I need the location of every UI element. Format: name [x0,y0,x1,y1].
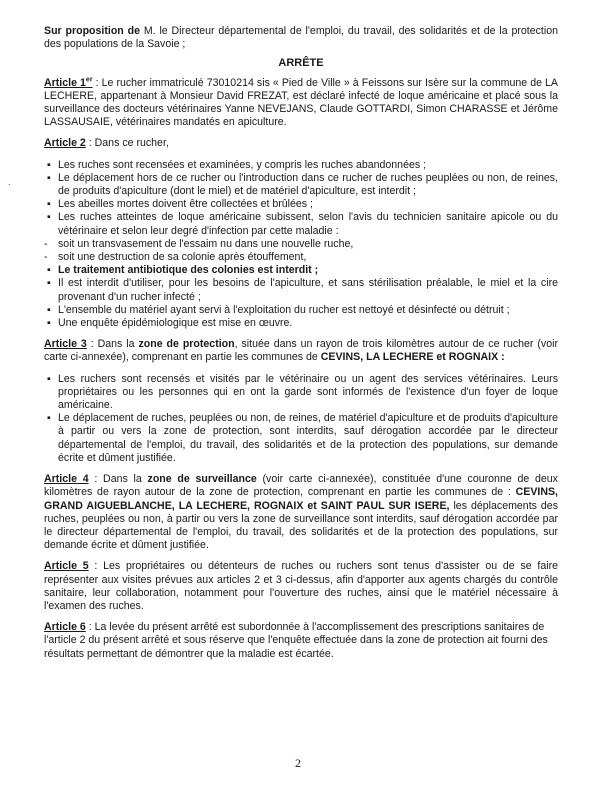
article-5-text: : Les propriétaires ou détenteurs de ruches ou ruchers sont tenus d'assister ou de se faire représenter aux visites prévues aux articles 2 et 3 ci-dessus, afin d'apporter aux agents chargés du contrôle sanitaire, leur collaboration, notamment pour l'ouverture des ruches, ainsi que le matériel nécessaire à l'examen des ruches. [44,560,559,612]
article-4-communes: CEVINS, GRAND AIGUEBLANCHE, LA LECHERE, ROGNAIX et SAINT PAUL SUR ISERE, [44,486,558,512]
list-item: ▪ Les ruches sont recensées et examinées, y compris les ruches abandonnées ; [47,158,427,171]
article-5-label: Article 5 [44,560,89,573]
list-item: ▪ Le déplacement hors de ce rucher ou l'introduction dans ce rucher de ruches peuplées ou non, de reines, de produits d'apiculture (dont le miel) et de matériel d'apiculture, est interdit ; [47,171,558,198]
document-title: ARRÊTE [278,57,324,70]
article-1-label: Article 1er [44,76,93,89]
list-item-bold: ▪ Le traitement antibiotique des colonies est interdit ; [47,264,319,277]
bullet-icon: ▪ [47,198,51,211]
article-2-intro [44,137,558,150]
margin-mark: . [8,177,11,187]
zone-protection: zone de protection [138,338,235,351]
sub-list-item: - soit une destruction de sa colonie après étouffement, [44,251,307,264]
sub-list-item: - soit un transvasement de l'essaim nu dans une nouvelle ruche, [44,237,354,250]
zone-surveillance: zone de surveillance [147,473,257,486]
bullet-icon: ▪ [47,211,51,224]
document-page [44,25,558,661]
bullet-icon: ▪ [47,264,51,277]
list-item: ▪ Le déplacement de ruches, peuplées ou non, de reines, de matériel d'apiculture et de produits d'apiculture à partir ou vers la zone de protection, sont interdits, sauf dérogation accordée par le directeur départemental de l'emploi, du travail, des solidarités et de la protection des populations, sur demande écrite et dûment justifiée. [47,412,558,464]
bullet-icon: ▪ [47,277,51,290]
bullet-icon: ▪ [47,412,51,425]
article-6-label: Article 6 [44,621,86,634]
article-1 [44,77,558,130]
list-item: ▪ Les ruches atteintes de loque américaine subissent, selon l'avis du technicien sanitaire apicole ou du vétérinaire et selon leur degré d'infection par cette maladie : [47,211,558,237]
dash-icon: - [44,251,48,264]
bullet-icon: ▪ [47,171,51,184]
article-2-label: Article 2 [44,137,86,150]
article-1-sup: er [85,76,93,84]
article-4: Article 4 : Dans la zone de surveillance (voir carte ci-annexée), constituée d'une couronne de deux kilomètres de rayon autour de la zone de protection, comprenant en partie les communes de : CEVINS, GRAND AIGUEBLANCHE, LA LECHERE, ROGNAIX et SAINT PAUL SUR ISERE, les déplacements des ruches, peuplées ou non, à partir ou vers la zone de surveillance sont interdits, sauf dérogation accordée par le directeur départemental de l'emploi, du travail, des solidarités et de la protection des populations, sur demande écrite et dûment justifiée. [44,473,558,552]
bullet-icon: ▪ [47,303,51,316]
intro-bold: Sur proposition de [44,25,140,37]
article-4-label: Article 4 [44,473,89,486]
bullet-icon: ▪ [47,158,51,171]
list-item: ▪ L'ensemble du matériel ayant servi à l'exploitation du rucher est nettoyé et désinfecté ou détruit ; [47,303,510,316]
bullet-icon: ▪ [47,317,51,330]
list-item: ▪ Une enquête épidémiologique est mise en œuvre. [47,317,293,330]
list-item: ▪ Il est interdit d'utiliser, pour les besoins de l'apiculture, et sans stérilisation préalable, le miel et la cire provenant d'un rucher infecté ; [47,277,558,303]
article-3-communes: CEVINS, LA LECHERE et ROGNAIX : [320,351,505,364]
list-item: ▪ Les abeilles mortes doivent être collectées et brûlées ; [47,198,313,211]
bullet-icon: ▪ [47,372,51,385]
intro-text: M. le Directeur départemental de l'emploi, du travail, des solidarités et de la protection des populations de la Savoie ; [44,25,558,51]
article-6-text: : La levée du présent arrêté est subordonnée à l'accomplissement des prescriptions sanitaires de l'article 2 du présent arrêté et sous réserve que l'enquête effectuée dans la zone de protection ait fourni des résultats permettant de démontrer que la maladie est écartée. [44,621,548,660]
intro-paragraph [44,25,558,51]
article-6 [44,621,558,661]
article-5 [44,560,558,613]
article-3: Article 3 : Dans la zone de protection, située dans un rayon de trois kilomètres autour de ce rucher (voir carte ci-annexée), comprenant en partie les communes de CEVINS, LA LECHERE et ROGNAIX : [44,338,558,364]
article-3-label: Article 3 [44,338,87,351]
article-2-text: : Dans ce rucher, [85,137,169,150]
page-number: 2 [295,756,301,770]
list-item: ▪ Les ruchers sont recensés et visités par le vétérinaire ou un agent des services vétérinaires. Leurs propriétaires ou les personnes qui en ont la garde sont informés de l'existence d'un foyer de loque américaine. [47,372,558,412]
dash-icon: - [44,237,48,250]
article-1-text: : Le rucher immatriculé 73010214 sis « Pied de Ville » à Feissons sur Isère sur la commune de LA LECHERE, appartenant à Monsieur David FREZAT, est déclaré infecté de loque américaine et placé sous la surveillance des docteurs vétérinaires Yanne NEVEJANS, Claude GOTTARDI, Simon CHARASSE et Jérôme LASSAUSAIE, vétérinaires mandatés en apiculture. [44,76,558,129]
